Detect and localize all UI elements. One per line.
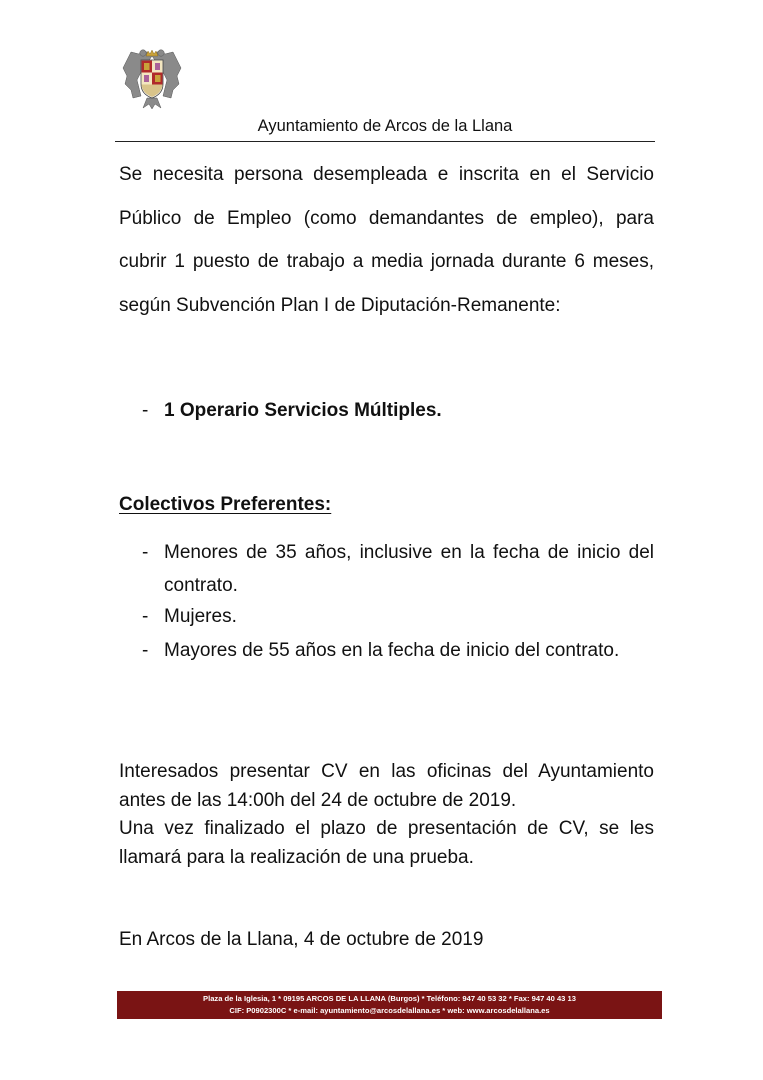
municipal-coat-of-arms-icon (119, 46, 185, 112)
submission-paragraph: Interesados presentar CV en las oficinas del Ayuntamiento antes de las 14:00h del 24 de octubre de 2019. (119, 761, 654, 811)
header-divider (115, 141, 655, 142)
list-item-text: Mujeres. (164, 606, 237, 627)
test-notice-paragraph: Una vez finalizado el plazo de presentación de CV, se les llamará para la realización de una prueba. (119, 818, 654, 868)
bullet-dash: - (142, 542, 149, 563)
list-item (142, 600, 654, 633)
organization-name: Ayuntamiento de Arcos de la Llana (257, 117, 513, 135)
list-item-text: Mayores de 55 años en la fecha de inicio del contrato. (164, 640, 620, 661)
bullet-dash: - (142, 606, 149, 627)
list-item (142, 536, 654, 602)
place-and-date: En Arcos de la Llana, 4 de octubre de 2019 (119, 929, 484, 950)
list-item (142, 634, 654, 667)
footer-contact-bar (117, 991, 662, 1019)
closing-block (119, 758, 654, 872)
bullet-dash: - (142, 400, 149, 421)
footer-contact-line: CIF: P0902300C * e-mail: ayuntamiento@arcosdelallana.es * web: www.arcosdelallana.es (229, 1006, 550, 1015)
position-text: 1 Operario Servicios Múltiples. (164, 400, 442, 421)
intro-paragraph: Se necesita persona desempleada e inscrita en el Servicio Público de Empleo (como demandantes de empleo), para cubrir 1 puesto de trabajo a media jornada durante 6 meses, según Subvención Plan I de Diputación-Remanente: (119, 164, 654, 316)
position-item (142, 394, 654, 427)
list-item-text: Menores de 35 años, inclusive en la fecha de inicio del contrato. (164, 542, 654, 596)
preferred-groups-heading: Colectivos Preferentes: (119, 494, 332, 515)
footer-address-line: Plaza de la Iglesia, 1 * 09195 ARCOS DE LA LLANA (Burgos) * Teléfono: 947 40 53 32 * Fax: 947 40 43 13 (203, 994, 576, 1003)
bullet-dash: - (142, 640, 149, 661)
